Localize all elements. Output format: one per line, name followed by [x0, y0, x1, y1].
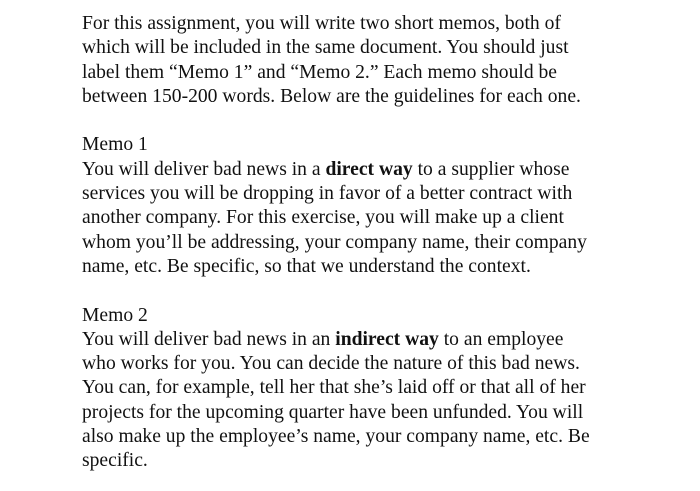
paragraph-spacer — [82, 279, 692, 303]
memo2-section — [82, 304, 692, 474]
memo1-line: services you will be dropping in favor of a better contract with — [82, 183, 573, 205]
memo2-text: You will deliver bad news in an — [82, 328, 336, 350]
memo2-line: also make up the employee’s name, your company name, etc. Be — [82, 426, 590, 448]
memo2-line: projects for the upcoming quarter have been unfunded. You will — [82, 401, 584, 423]
memo2-heading: Memo 2 — [82, 304, 148, 326]
paragraph-spacer — [82, 109, 692, 133]
memo1-section — [82, 133, 692, 279]
memo2-line — [82, 328, 692, 352]
memo1-line: name, etc. Be specific, so that we understand the context. — [82, 255, 531, 277]
memo2-line: who works for you. You can decide the nature of this bad news. — [82, 353, 580, 375]
memo1-text: to a supplier whose — [412, 158, 570, 180]
intro-paragraph — [82, 12, 692, 109]
intro-line: between 150-200 words. Below are the guidelines for each one. — [82, 85, 581, 107]
memo2-emphasis: indirect way — [335, 328, 439, 350]
memo1-emphasis: direct way — [325, 158, 413, 180]
memo1-line — [82, 158, 692, 182]
memo2-text: to an employee — [438, 328, 564, 350]
memo1-line: another company. For this exercise, you will make up a client — [82, 207, 564, 229]
intro-line: For this assignment, you will write two short memos, both of — [82, 13, 561, 34]
memo1-text: You will deliver bad news in a — [82, 158, 326, 180]
memo1-heading: Memo 1 — [82, 134, 148, 156]
intro-line: which will be included in the same document. You should just — [82, 37, 569, 59]
intro-line: label them “Memo 1” and “Memo 2.” Each memo should be — [82, 61, 558, 83]
memo2-line: specific. — [82, 450, 148, 472]
memo2-line: You can, for example, tell her that she’s laid off or that all of her — [82, 377, 586, 399]
assignment-document — [82, 12, 692, 474]
memo1-line: whom you’ll be addressing, your company name, their company — [82, 231, 587, 253]
